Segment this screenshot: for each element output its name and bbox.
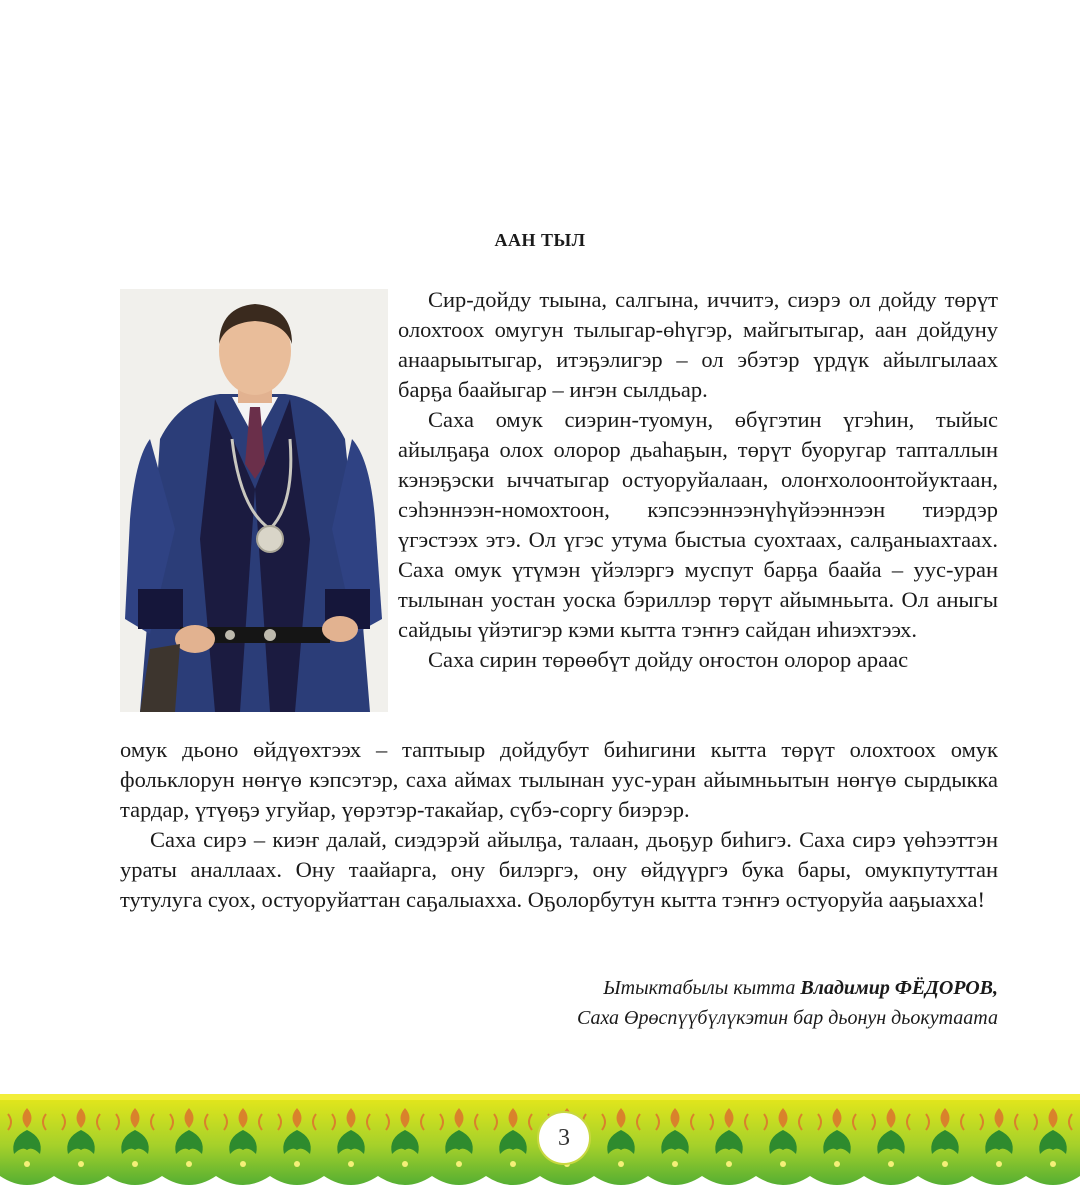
paragraph-4: Саха сирэ – киэҥ далай, сиэдэрэй айылҕа, талаан, дьоҕур биһигэ. Саха сирэ үөһээттэн ураты аналлаах. Ону таайарга, ону билэргэ, ону өйдүүргэ бука бары, омукпутуттан тутулуга суох, остуоруйаттан саҕалыахха. Оҕолорбутун кытта тэҥҥэ остуоруйа ааҕыахха! [120, 827, 998, 912]
paragraph-2: Саха омук сиэрин-туомун, өбүгэтин үгэһин, тыйыс айылҕаҕа олох олорор дьаһаҕын, төрүт буоругар тапталлын кэнэҕэски ыччатыгар остуоруйалаан, олоҥхолоонтойуктаан, сэһэннээн-номохтоон, кэпсээннээнүһүйээннээн тиэрдэр үгэстээх этэ. Ол үгэс утума быстыа суохтаах, салҕаныахтаах. Саха омук үтүмэн үйэлэргэ муспут барҕа баайа – уус-уран тылынан уостан уоска бэриллэр төрүт айымньыта. Ол аныгы сайдыы үйэтигэр кэми кытта тэҥҥэ сайдан иһиэхтээх. [398, 407, 998, 642]
paragraph-3-continued: омук дьоно өйдүөхтээх – таптыыр дойдубут биһигини кытта төрүт олохтоох омук фольклорун нөҥүө кэпсэтэр, саха аймах тылынан уус-уран айымньытын нөҥүө сырдыкка тардар, үтүөҕэ угуйар, үөрэтэр-такайар, сүбэ-соргу биэрэр. [120, 737, 998, 822]
signature-position: Саха Өрөспүүбүлүкэтин бар дьонун дьокутаата [576, 1007, 998, 1029]
signature-block [577, 973, 998, 1033]
page-title: ААН ТЫЛ [494, 230, 586, 250]
author-photo [120, 289, 388, 712]
article-text-top [398, 285, 998, 675]
portrait-icon [120, 289, 388, 712]
paragraph-1: Сир-дойду тыына, салгына, иччитэ, сиэрэ ол дойду төрүт олохтоох омугун тылыгар-өһүгэр, майгытыгар, аан дойдуну анаарыытыгар, итэҕэлигэр – ол эбэтэр үрдүк айылгылаах барҕа баайыгар – иҥэн сылдьар. [398, 287, 998, 402]
paragraph-3-start: Саха сирин төрөөбүт дойду оҥостон олорор араас [428, 647, 909, 672]
signature-prefix: Ытыктабылы кытта [603, 977, 801, 999]
signature-name: Владимир ФЁДОРОВ, [800, 977, 998, 999]
signature-line [577, 973, 998, 1003]
page-number: 3 [537, 1111, 591, 1165]
article-text-bottom [120, 735, 998, 915]
